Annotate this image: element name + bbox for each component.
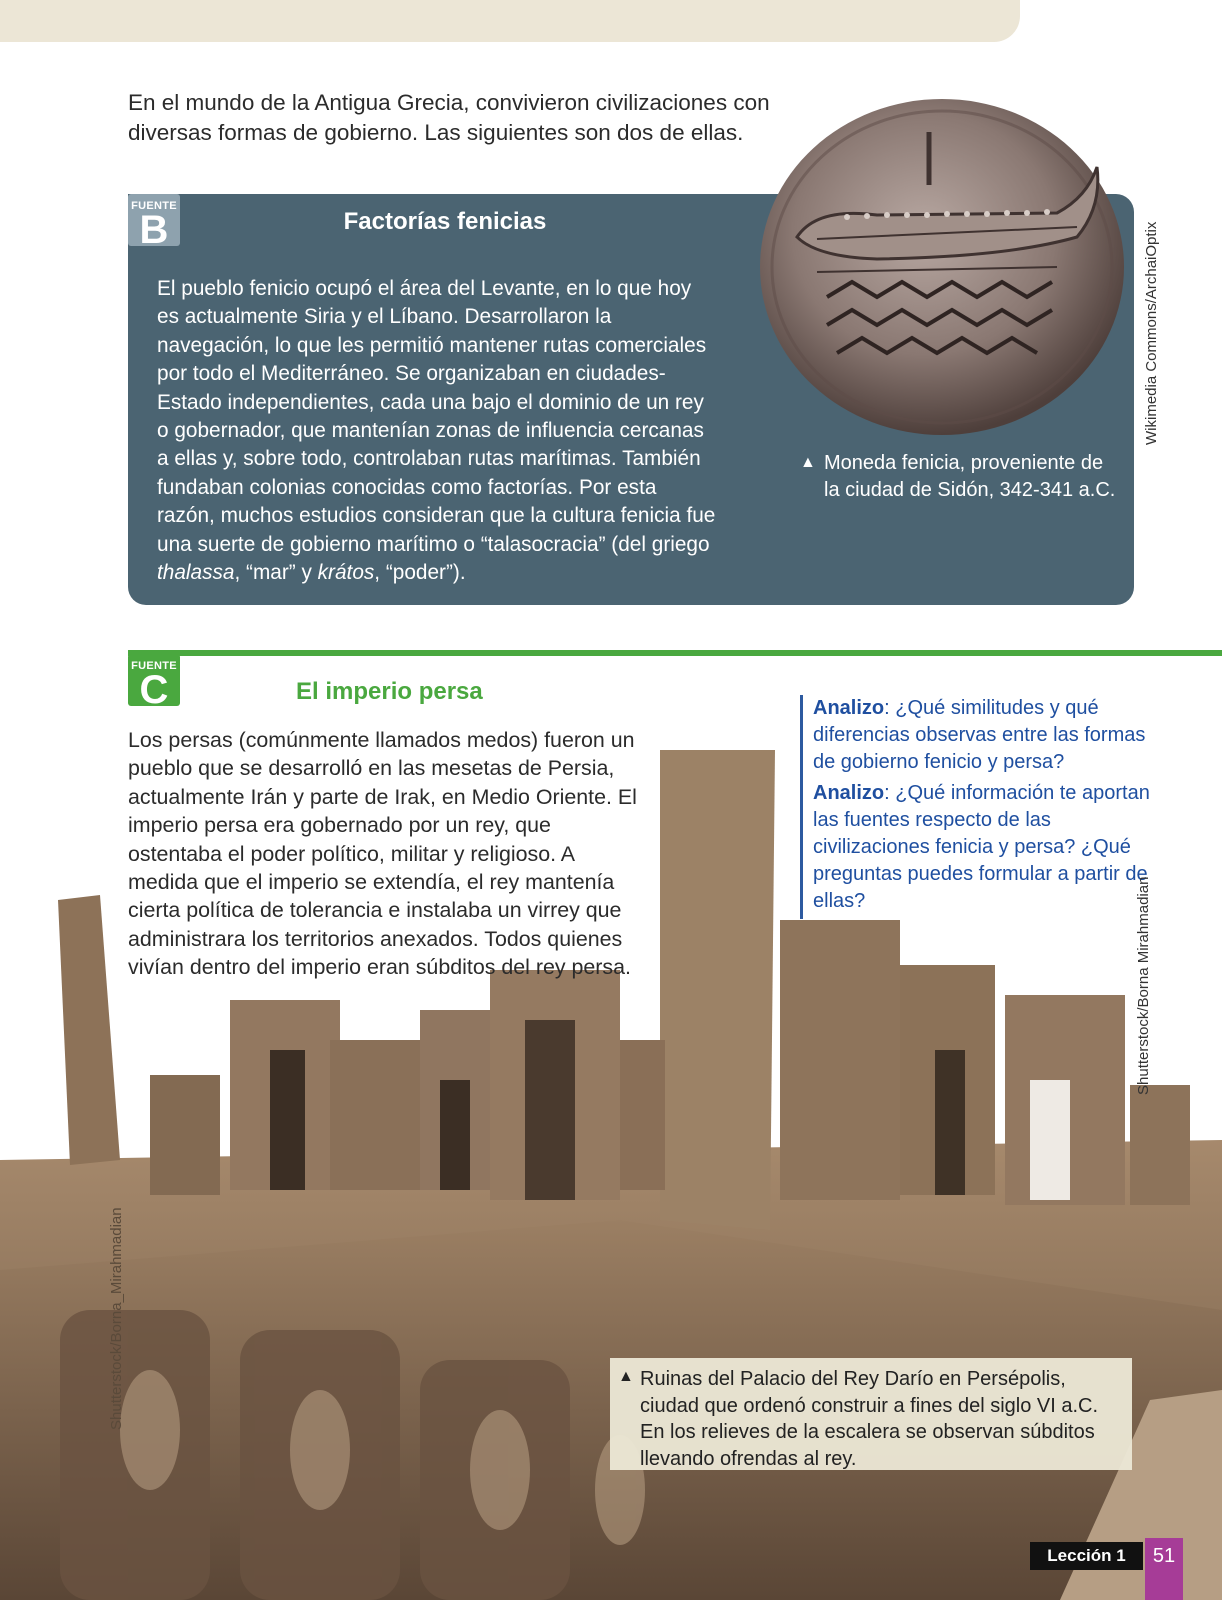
phoenician-coin-image <box>757 97 1127 437</box>
analizo-question-text: : ¿Qué similitudes y qué diferencias observas entre las formas de gobierno fenicio y persa? <box>813 697 1146 773</box>
source-c-tag-letter: C <box>139 668 169 712</box>
source-b-body <box>157 275 717 587</box>
source-b-body-text: El pueblo fenicio ocupó el área del Levante, en lo que hoy es actualmente Siria y el Líbano. Desarrollaron la navegación, lo que les permitió mantener rutas comerciales por todo el Mediterráneo. Se organizaban en ciudades-Estado independientes, cada una bajo el dominio de un rey o gobernador, que mantenían zonas de influencia cercanas a ellas y, sobre todo, controlaban rutas marítimas. También fundaban colonias conocidas como factorías. Por esta razón, muchos estudios consideran que la cultura fenicia fue una suerte de gobierno marítimo o “talasocracia” (del griego <box>157 277 716 556</box>
caption-triangle-icon: ▲ <box>800 454 816 471</box>
source-c-tag-label: FUENTE <box>131 660 177 672</box>
source-c-title: El imperio persa <box>296 678 483 705</box>
source-c-divider <box>128 650 1222 656</box>
source-b-term-kratos: krátos <box>317 561 375 585</box>
source-b-tag <box>128 194 180 252</box>
analizo-label: Analizo <box>813 782 885 804</box>
source-b-body-mid: , “mar” y <box>234 561 318 585</box>
analizo-question-2 <box>813 780 1153 915</box>
source-b-title: Factorías fenicias <box>343 208 547 235</box>
analizo-question-text: : ¿Qué información te aportan las fuentes respecto de las civilizaciones fenicia y persa? ¿Qué preguntas puedes formular a partir de ellas? <box>813 782 1150 912</box>
source-c-tag <box>128 654 180 712</box>
photo-credit: Shutterstock/Borna Mirahmadian <box>1135 876 1152 1095</box>
caption-triangle-icon: ▲ <box>618 1368 634 1385</box>
analizo-questions <box>800 695 1153 919</box>
top-header-band <box>0 0 1020 42</box>
source-b-tag-label: FUENTE <box>131 200 177 212</box>
coin-caption-text: Moneda fenicia, proveniente de la ciudad de Sidón, 342-341 a.C. <box>824 452 1116 501</box>
intro-paragraph: En el mundo de la Antigua Grecia, convivieron civilizaciones con diversas formas de gobierno. Las siguientes son dos de ellas. <box>128 90 770 145</box>
source-b-term-thalassa: thalassa <box>157 561 235 585</box>
photo-caption <box>610 1358 1132 1470</box>
coin-caption <box>800 450 1120 503</box>
page-number: 51 <box>1145 1538 1183 1600</box>
lesson-label: Lección 1 <box>1030 1542 1143 1570</box>
analizo-question-1 <box>813 695 1153 776</box>
analizo-label: Analizo <box>813 697 885 719</box>
coin-image-credit: Wikimedia Commons/ArchaiOptix <box>1143 221 1160 445</box>
photo-caption-text: Ruinas del Palacio del Rey Darío en Persépolis, ciudad que ordenó construir a fines del siglo VI a.C. En los relieves de la escalera se observan súbditos llevando ofrendas al rey. <box>640 1368 1099 1470</box>
source-b-tag-letter: B <box>139 208 169 252</box>
photo-credit-watermark: Shutterstock/Borna_Mirahmadian <box>108 1207 125 1430</box>
source-b-body-end: , “poder”). <box>374 561 466 585</box>
source-c-body: Los persas (comúnmente llamados medos) fueron un pueblo que se desarrolló en las mesetas de Persia, actualmente Irán y parte de Irak, en Medio Oriente. El imperio persa era gobernado por un rey, que ostentaba el poder político, militar y religioso. A medida que el imperio se extendía, el rey mantenía cierta política de tolerancia e instalaba un virrey que administrara los territorios anexados. Todos quienes vivían dentro del imperio eran súbditos del rey persa. <box>128 728 637 980</box>
